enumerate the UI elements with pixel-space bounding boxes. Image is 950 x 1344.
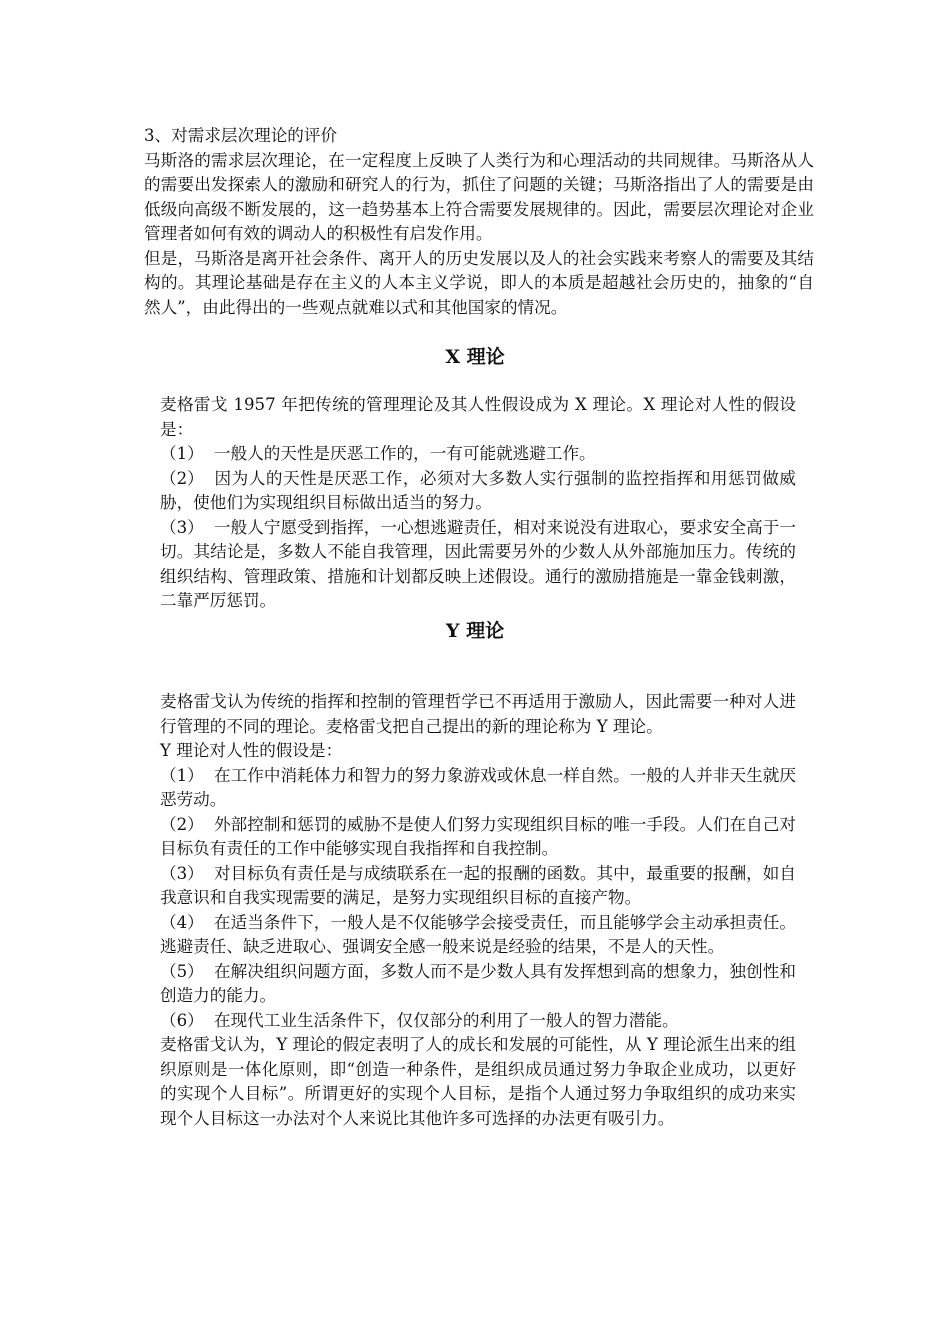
section-title: 3、对需求层次理论的评价: [144, 126, 338, 145]
list-item: [160, 467, 796, 516]
y-theory-section: [160, 690, 796, 1131]
item-number: （5）: [160, 961, 204, 981]
x-theory-section: [160, 393, 796, 614]
paragraph: 麦格雷戈 1957 年把传统的管理理论及其人性假设成为 X 理论。X 理论对人性的假设是：: [160, 395, 796, 439]
item-number: （6）: [160, 1010, 204, 1030]
item-text: 对目标负有责任是与成绩联系在一起的报酬的函数。其中，最重要的报酬，如自我意识和自我实现需要的满足，是努力实现组织目标的直接产物。: [160, 863, 796, 907]
list-item: [160, 960, 796, 1009]
item-number: （3）: [160, 517, 204, 537]
item-number: （1）: [160, 765, 204, 785]
x-theory-heading: X 理论: [445, 346, 505, 368]
paragraph: 麦格雷戈认为传统的指挥和控制的管理哲学已不再适用于激励人，因此需要一种对人进行管理的不同的理论。麦格雷戈把自己提出的新的理论称为 Y 理论。: [160, 692, 796, 736]
item-number: （3）: [160, 863, 204, 883]
list-item: [160, 813, 796, 862]
item-text: 在解决组织问题方面，多数人而不是少数人具有发挥想到高的想象力，独创性和创造力的能力。: [160, 961, 796, 1005]
paragraph: 马斯洛的需求层次理论，在一定程度上反映了人类行为和心理活动的共同规律。马斯洛从人的需要出发探索人的激励和研究人的行为，抓住了问题的关键；马斯洛指出了人的需要是由低级向高级不断发展的，这一趋势基本上符合需要发展规律的。因此，需要层次理论对企业管理者如何有效的调动人的积极性有启发作用。: [144, 150, 814, 243]
list-item: [160, 911, 796, 960]
paragraph: 麦格雷戈认为，Y 理论的假定表明了人的成长和发展的可能性，从 Y 理论派生出来的组织原则是一体化原则，即“创造一种条件，是组织成员通过努力争取企业成功，以更好的实现个人目标”。所谓更好的实现个人目标，是指个人通过努力争取组织的成功来实现个人目标这一办法对个人来说比其他许多可选择的办法更有吸引力。: [160, 1035, 796, 1128]
item-number: （1）: [160, 444, 204, 463]
item-text: 在现代工业生活条件下，仅仅部分的利用了一般人的智力潜能。: [214, 1010, 679, 1030]
item-text: 在适当条件下，一般人是不仅能够学会接受责任，而且能够学会主动承担责任。逃避责任、缺乏进取心、强调安全感一般来说是经验的结果，不是人的天性。: [160, 912, 796, 956]
list-item: [160, 442, 796, 467]
item-text: 在工作中消耗体力和智力的努力象游戏或休息一样自然。一般的人并非天生就厌恶劳动。: [160, 765, 796, 809]
list-item: [160, 862, 796, 911]
item-text: 一般人宁愿受到指挥，一心想逃避责任，相对来说没有进取心，要求安全高于一切。其结论是，多数人不能自我管理，因此需要另外的少数人从外部施加压力。传统的组织结构、管理政策、措施和计划都反映上述假设。通行的激励措施是一靠金钱刺激，二靠严厉惩罚。: [160, 517, 796, 610]
paragraph: 但是，马斯洛是离开社会条件、离开人的历史发展以及人的社会实践来考察人的需要及其结构的。其理论基础是存在主义的人本主义学说，即人的本质是超越社会历史的，抽象的“自然人”，由此得出的一些观点就难以式和其他国家的情况。: [144, 248, 814, 317]
item-number: （2）: [160, 468, 204, 488]
item-text: 外部控制和惩罚的威胁不是使人们努力实现组织目标的唯一手段。人们在自己对目标负有责任的工作中能够实现自我指挥和自我控制。: [160, 814, 796, 858]
item-number: （2）: [160, 814, 204, 834]
list-item: [160, 1009, 796, 1034]
paragraph: Y 理论对人性的假设是：: [160, 741, 343, 760]
list-item: [160, 764, 796, 813]
y-theory-heading: Y 理论: [445, 620, 505, 642]
item-text: 一般人的天性是厌恶工作的，一有可能就逃避工作。: [214, 444, 596, 463]
list-item: [160, 516, 796, 614]
item-number: （4）: [160, 912, 204, 932]
maslow-evaluation-section: [144, 124, 814, 320]
item-text: 因为人的天性是厌恶工作，必须对大多数人实行强制的监控指挥和用惩罚做威胁，使他们为实现组织目标做出适当的努力。: [160, 468, 796, 512]
